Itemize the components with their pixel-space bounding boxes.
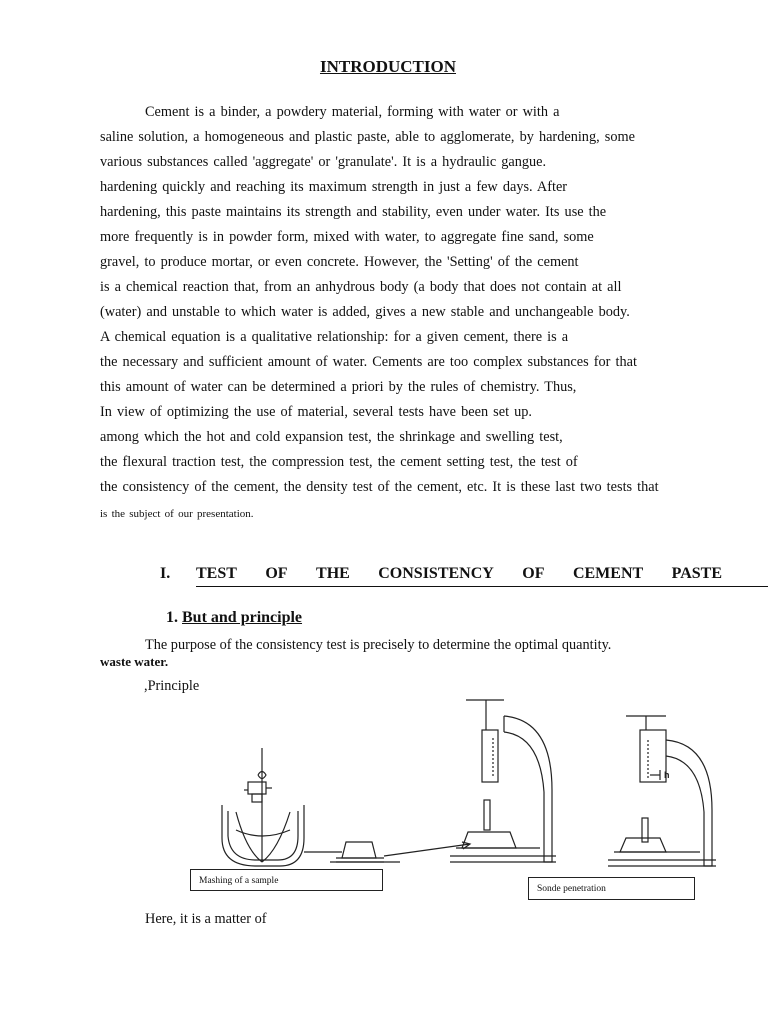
intro-line: (water) and unstable to which water is added, gives a new stable and unchangeable body.	[100, 304, 630, 320]
section-number: I.	[160, 565, 171, 582]
section-title-word: OF	[522, 565, 545, 582]
intro-line: saline solution, a homogeneous and plastic paste, able to agglomerate, by hardening, some	[100, 129, 635, 145]
intro-line: gravel, to produce mortar, or even concrete. However, the 'Setting' of the cement	[100, 254, 579, 270]
intro-line: among which the hot and cold expansion test, the shrinkage and swelling test,	[100, 429, 563, 445]
intro-line: the flexural traction test, the compression test, the cement setting test, the test of	[100, 454, 578, 470]
section-title-word: OF	[265, 565, 288, 582]
subsection-number: 1.	[166, 609, 178, 626]
vicat-apparatus-2	[608, 716, 716, 866]
intro-line: hardening quickly and reaching its maximum strength in just a few days. After	[100, 179, 568, 195]
page-title: INTRODUCTION	[319, 57, 457, 76]
principle-label: ,Principle	[144, 678, 200, 694]
mixing-bowl-illustration	[222, 748, 304, 866]
here-text: Here, it is a matter of	[145, 911, 267, 927]
section-title-word: CONSISTENCY	[378, 565, 494, 582]
intro-line: is a chemical reaction that, from an anhydrous body (a body that does not contain at all	[100, 279, 622, 295]
section-title-word: PASTE	[671, 565, 722, 582]
section-title-word: THE	[316, 565, 350, 582]
h-label: h	[664, 770, 670, 780]
intro-line: the consistency of the cement, the density test of the cement, etc. It is these last two tests that	[100, 479, 659, 495]
purpose-text: The purpose of the consistency test is precisely to determine the optimal quantity.	[145, 637, 612, 653]
intro-line: is the subject of our presentation.	[100, 508, 254, 520]
vicat-apparatus-1	[450, 700, 556, 862]
waste-water-text: waste water.	[100, 654, 169, 669]
intro-line: A chemical equation is a qualitative relationship: for a given cement, there is a	[100, 329, 569, 345]
caption-mashing: Mashing of a sample	[190, 869, 383, 891]
intro-line: more frequently is in powder form, mixed with water, to aggregate fine sand, some	[100, 229, 594, 245]
section-title-word: CEMENT	[572, 565, 644, 582]
intro-line: various substances called 'aggregate' or 'granulate'. It is a hydraulic gangue.	[100, 154, 547, 170]
intro-line: Cement is a binder, a powdery material, forming with water or with a	[145, 104, 560, 120]
caption-penetration: Sonde penetration	[528, 877, 695, 900]
intro-line: this amount of water can be determined a priori by the rules of chemistry. Thus,	[100, 379, 577, 395]
intro-line: In view of optimizing the use of material, several tests have been set up.	[100, 404, 532, 420]
intro-line: the necessary and sufficient amount of water. Cements are too complex substances for that	[100, 354, 637, 370]
intro-line: hardening, this paste maintains its strength and stability, even under water. Its use the	[100, 204, 607, 220]
subsection-title: But and principle	[182, 609, 303, 626]
section-title-word: TEST	[196, 565, 237, 582]
